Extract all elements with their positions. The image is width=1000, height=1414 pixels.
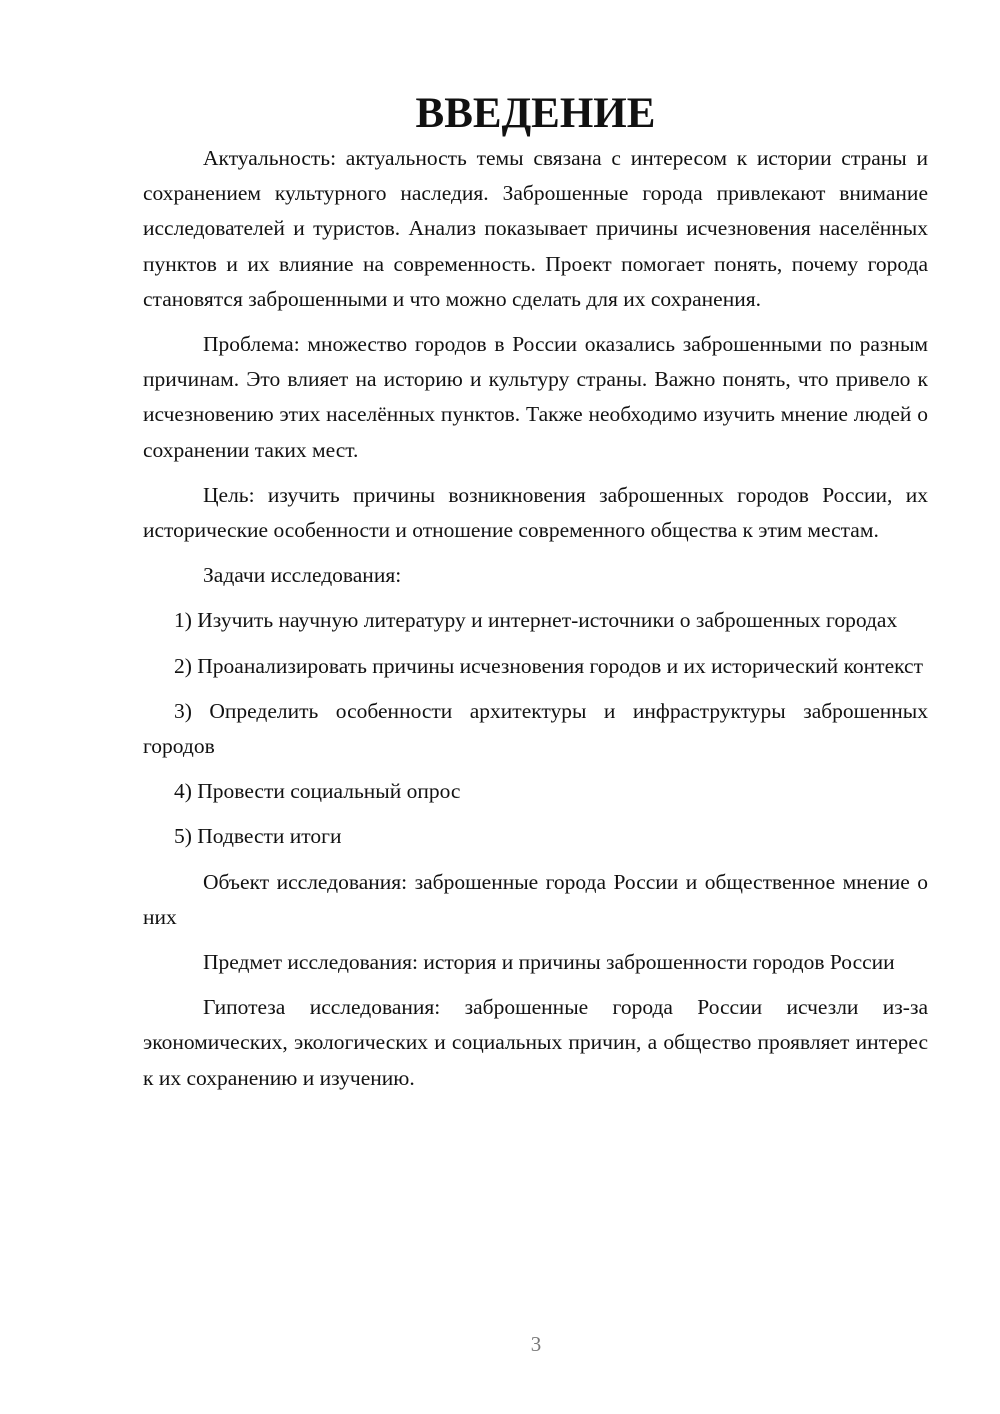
task-item-2: 2) Проанализировать причины исчезновения городов и их исторический контекст xyxy=(174,653,923,678)
task-item-3: 3) Определить особенности архитектуры и инфраструктуры заброшенных городов xyxy=(143,698,928,759)
task-item-5: 5) Подвести итоги xyxy=(174,824,342,849)
subject-paragraph: Предмет исследования: история и причины заброшенности городов России xyxy=(203,950,895,975)
document-body xyxy=(143,90,928,1106)
task-item-1: 1) Изучить научную литературу и интернет-источники о заброшенных городах xyxy=(174,608,898,633)
tasks-heading: Задачи исследования: xyxy=(203,563,402,588)
relevance-paragraph: Актуальность: актуальность темы связана с интересом к истории страны и сохранением культурного наследия. Заброшенные города привлекают внимание исследователей и туристов. Анализ показывает причины исчезновения населённых пунктов и их влияние на современность. Проект помогает понять, почему города становятся заброшенными и что можно сделать для их сохранения. xyxy=(143,146,928,311)
page-title: ВВЕДЕНИЕ xyxy=(415,90,656,137)
task-item-4: 4) Провести социальный опрос xyxy=(174,779,461,804)
object-paragraph: Объект исследования: заброшенные города России и общественное мнение о них xyxy=(143,869,928,929)
page-number: 3 xyxy=(530,1332,542,1356)
hypothesis-paragraph: Гипотеза исследования: заброшенные города России исчезли из-за экономических, экологических и социальных причин, а общество проявляет интерес к их сохранению и изучению. xyxy=(143,995,928,1090)
goal-paragraph: Цель: изучить причины возникновения заброшенных городов России, их исторические особенности и отношение современного общества к этим местам. xyxy=(143,482,928,543)
problem-paragraph: Проблема: множество городов в России оказались заброшенными по разным причинам. Это влияет на историю и культуру страны. Важно понять, что привело к исчезновению этих населённых пунктов. Также необходимо изучить мнение людей о сохранении таких мест. xyxy=(143,332,928,462)
